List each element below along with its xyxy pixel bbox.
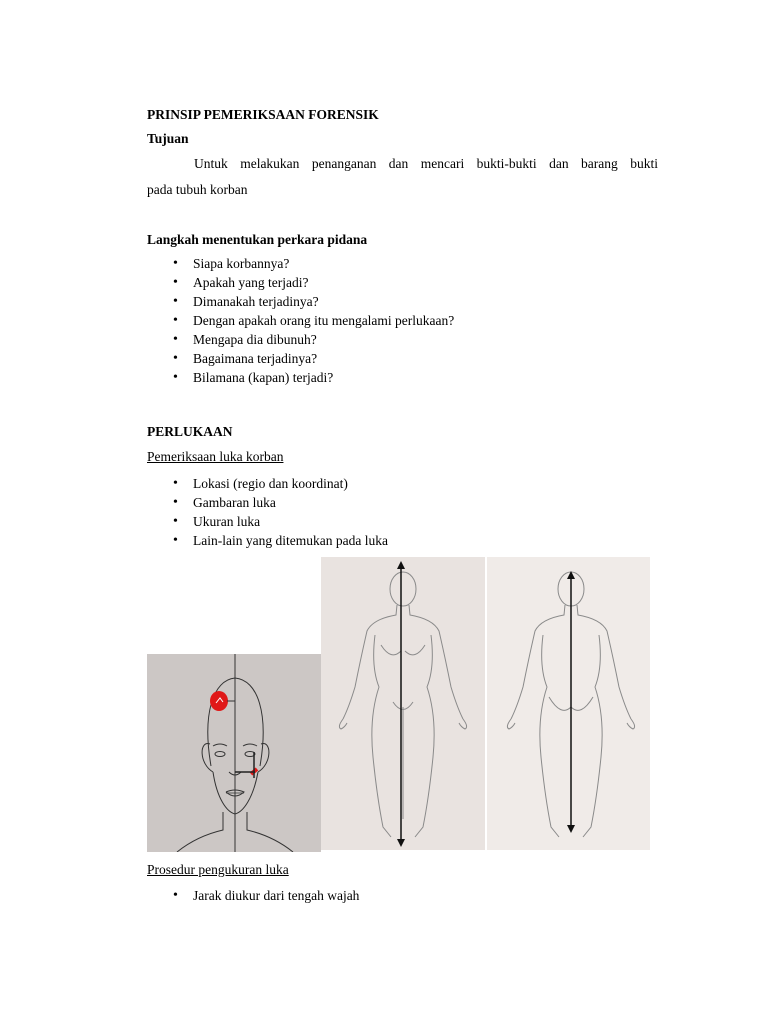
tujuan-line-1: Untuk melakukan penanganan dan mencari bukti-bukti dan barang bukti xyxy=(194,156,658,171)
list-item: • Apakah yang terjadi? xyxy=(147,274,454,293)
list-item: • Bilamana (kapan) terjadi? xyxy=(147,369,454,388)
list-item: • Lokasi (regio dan koordinat) xyxy=(147,475,388,494)
langkah-list xyxy=(147,255,454,388)
list-item: • Gambaran luka xyxy=(147,494,388,513)
perlukaan-heading: PERLUKAAN xyxy=(147,424,233,439)
langkah-heading: Langkah menentukan perkara pidana xyxy=(147,232,368,247)
tujuan-heading: Tujuan xyxy=(147,131,189,146)
list-item: • Lain-lain yang ditemukan pada luka xyxy=(147,532,388,551)
body-back-figure xyxy=(487,557,650,850)
list-item: • Ukuran luka xyxy=(147,513,388,532)
tujuan-line-2: pada tubuh korban xyxy=(147,182,248,197)
body-front-figure xyxy=(321,557,485,850)
prosedur-list xyxy=(147,887,359,906)
list-item: • Siapa korbannya? xyxy=(147,255,454,274)
list-item: • Dengan apakah orang itu mengalami perlukaan? xyxy=(147,312,454,331)
wound-marker xyxy=(210,691,228,711)
list-item: • Jarak diukur dari tengah wajah xyxy=(147,887,359,906)
page-title: PRINSIP PEMERIKSAAN FORENSIK xyxy=(147,107,379,122)
prosedur-heading: Prosedur pengukuran luka xyxy=(147,862,289,877)
pemeriksaan-list xyxy=(147,475,388,551)
list-item: • Mengapa dia dibunuh? xyxy=(147,331,454,350)
list-item: • Dimanakah terjadinya? xyxy=(147,293,454,312)
pemeriksaan-heading: Pemeriksaan luka korban xyxy=(147,449,284,464)
list-item: • Bagaimana terjadinya? xyxy=(147,350,454,369)
face-diagram-figure xyxy=(147,654,321,852)
